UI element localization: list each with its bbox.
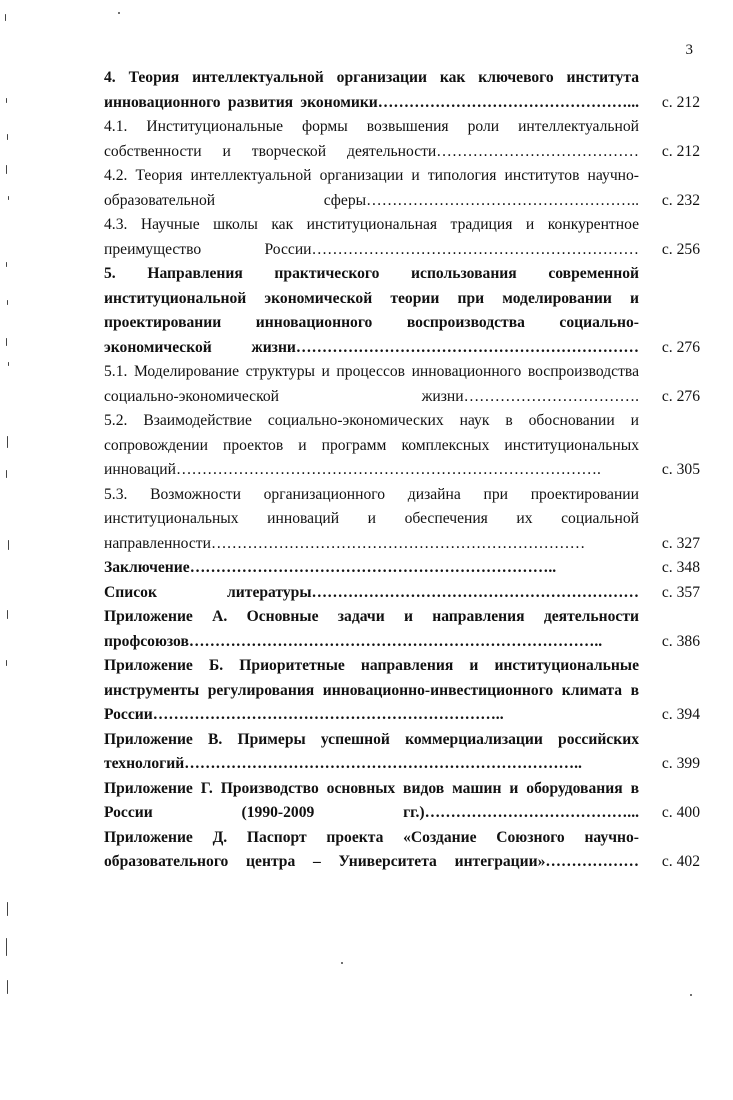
toc-entry bbox=[104, 213, 700, 262]
scan-speck bbox=[6, 660, 7, 666]
scan-speck bbox=[7, 436, 8, 448]
toc-entry-title: Список литературы……………………………………………………… bbox=[104, 583, 639, 601]
toc-entry-title: 4.1. Институциональные формы возвышения роли интеллектуальной собственности и творческой деятельности………………………………… bbox=[104, 118, 639, 160]
scan-speck bbox=[7, 134, 8, 140]
scan-speck bbox=[6, 262, 7, 267]
toc-entry-title: Приложение Г. Производство основных видов машин и оборудования в России (1990-2009 гг.)…………………………………... bbox=[104, 779, 639, 821]
toc-entry-title: 5.1. Моделирование структуры и процессов инновационного воспроизводства социально-экономической жизни……………………………. bbox=[104, 363, 639, 405]
toc-entry-title: Приложение Б. Приоритетные направления и институциональные инструменты регулирования инновационно-инвестиционного климата в России………………………………………………………….. bbox=[104, 657, 639, 723]
scan-speck bbox=[7, 300, 8, 305]
scan-speck bbox=[5, 14, 6, 21]
toc-entry bbox=[104, 483, 700, 557]
scan-speck bbox=[8, 540, 9, 550]
toc-entry-title: Приложение Д. Паспорт проекта «Создание Союзного научно-образовательного центра – Университета интеграции»……………… bbox=[104, 828, 639, 870]
scan-margin-artifacts bbox=[0, 0, 16, 1100]
toc-entry-page: с. 212 bbox=[661, 93, 700, 111]
toc-entry-page: с. 357 bbox=[661, 583, 700, 601]
toc-entry bbox=[104, 262, 700, 360]
scan-speck bbox=[690, 994, 692, 996]
toc-entry bbox=[104, 360, 700, 409]
scan-speck bbox=[8, 362, 9, 366]
toc-entry-page: с. 400 bbox=[661, 804, 700, 821]
toc-entry bbox=[104, 654, 700, 728]
toc-entry-page: с. 327 bbox=[661, 534, 700, 552]
toc-entry-title: 5.2. Взаимодействие социально-экономических наук в обосновании и сопровождении проектов и программ комплексных институциональных инноваций………………………………………………………………………. bbox=[104, 412, 639, 478]
scan-speck bbox=[6, 98, 7, 103]
toc-entry-page: с. 348 bbox=[661, 559, 700, 576]
toc-entry-title: Приложение А. Основные задачи и направления деятельности профсоюзов…………………………………………………………………….. bbox=[104, 608, 639, 650]
scan-speck bbox=[118, 12, 120, 14]
scan-speck bbox=[6, 938, 7, 956]
toc-entry bbox=[104, 115, 700, 164]
scan-speck bbox=[6, 165, 7, 174]
toc-entry bbox=[104, 581, 700, 606]
scan-speck bbox=[7, 980, 8, 994]
scan-speck bbox=[8, 196, 9, 200]
toc-entry-title: Приложение В. Примеры успешной коммерциализации российских технологий………………………………………………………………….. bbox=[104, 730, 639, 772]
toc-entry-page: с. 276 bbox=[661, 387, 700, 405]
toc-entry-page: с. 212 bbox=[661, 142, 700, 160]
toc-entry bbox=[104, 777, 700, 826]
toc-entry-page: с. 276 bbox=[661, 338, 700, 356]
toc-entry bbox=[104, 605, 700, 654]
toc-entry-title: 4.3. Научные школы как институциональная традиция и конкурентное преимущество России……………………………………………………… bbox=[104, 216, 639, 258]
toc-entry-page: с. 256 bbox=[661, 240, 700, 258]
scan-speck bbox=[7, 610, 8, 619]
toc-entry-page: с. 386 bbox=[661, 632, 700, 650]
scan-speck bbox=[341, 962, 343, 964]
toc-entry bbox=[104, 164, 700, 213]
toc-entry-page: с. 394 bbox=[661, 706, 700, 723]
scan-speck bbox=[7, 902, 8, 916]
toc-entry-page: с. 232 bbox=[661, 191, 700, 209]
toc-entry-title: 4.2. Теория интеллектуальной организации и типология институтов научно-образовательной сферы…………………………………………….. bbox=[104, 167, 639, 209]
scan-speck bbox=[6, 470, 7, 478]
toc-entry-title: 4. Теория интеллектуальной организации как ключевого института инновационного развития экономики…………………………………………... bbox=[104, 69, 639, 111]
toc-entry-title: 5. Направления практического использования современной институциональной экономической теории при моделировании и проектировании инновационного воспроизводства социально-экономической жизни………………………………………………………… bbox=[104, 265, 639, 356]
page-number: 3 bbox=[685, 42, 693, 58]
scan-speck bbox=[6, 338, 7, 346]
toc-entry-page: с. 305 bbox=[661, 461, 700, 478]
toc-entry bbox=[104, 556, 700, 581]
toc-entry bbox=[104, 66, 700, 115]
toc-entry-title: 5.3. Возможности организационного дизайна при проектировании институциональных инноваций и обеспечения их социальной направленности……………………………………………………………… bbox=[104, 485, 639, 552]
toc-entry bbox=[104, 728, 700, 777]
toc-entry bbox=[104, 826, 700, 875]
toc-entry bbox=[104, 409, 700, 483]
toc-entry-page: с. 399 bbox=[661, 755, 700, 772]
toc-entry-title: Заключение…………………………………………………………….. bbox=[104, 559, 557, 576]
toc-entry-page: с. 402 bbox=[661, 853, 700, 870]
table-of-contents bbox=[104, 66, 700, 875]
